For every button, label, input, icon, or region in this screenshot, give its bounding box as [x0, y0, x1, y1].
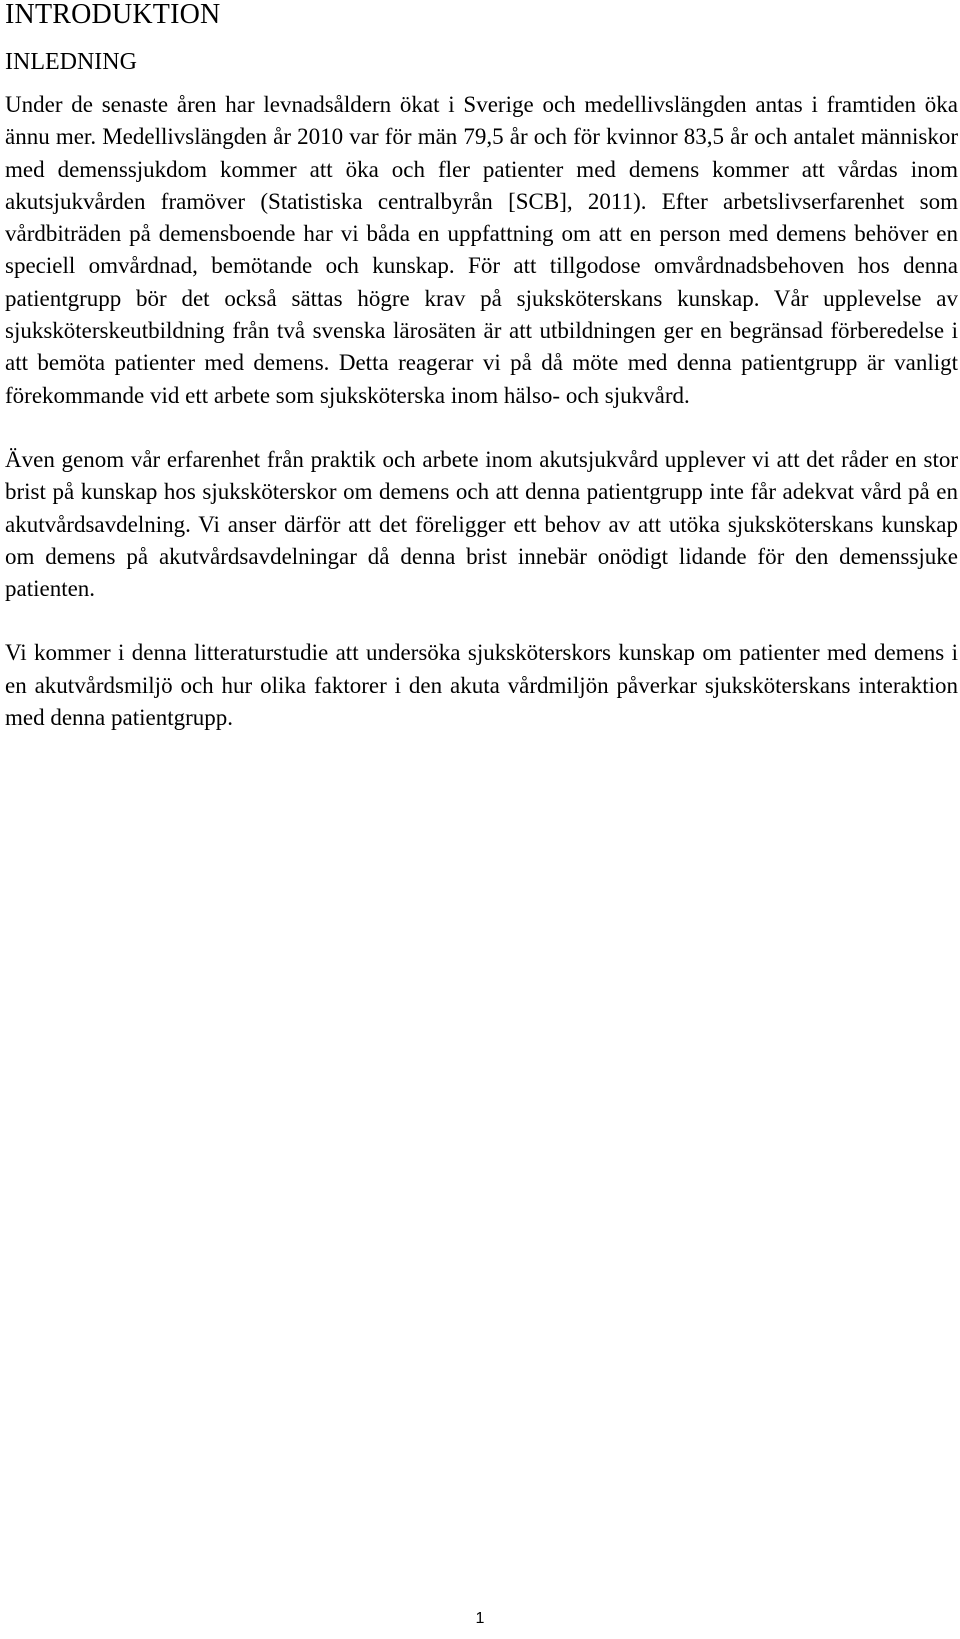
paragraph-3: Vi kommer i denna litteraturstudie att undersöka sjuksköterskors kunskap om patienter med demens i en akutvårdsmiljö och hur olika faktorer i den akuta vårdmiljön påverkar sjuksköterskans interaktion med denna patientgrupp.: [5, 640, 958, 731]
document-title: INTRODUKTION: [5, 0, 221, 30]
document-body: [5, 0, 958, 734]
paragraph-2: Även genom vår erfarenhet från praktik och arbete inom akutsjukvård upplever vi att det råder en stor brist på kunskap hos sjuksköterskor om demens och att denna patientgrupp inte får adekvat vård på en akutvårdsavdelning. Vi anser därför att det föreligger ett behov av att utöka sjuksköterskans kunskap om demens på akutvårdsavdelningar då denna brist innebär onödigt lidande för den demenssjuke patienten.: [5, 446, 958, 602]
page-number: 1: [475, 1610, 485, 1627]
paragraph-1: Under de senaste åren har levnadsåldern ökat i Sverige och medellivslängden antas i framtiden öka ännu mer. Medellivslängden år 2010 var för män 79,5 år och för kvinnor 83,5 år och antalet människor med demenssjukdom kommer att öka och fler patienter med demens kommer att vårdas inom akutsjukvården framöver (Statistiska centralbyrån [SCB], 2011). Efter arbetslivserfarenhet som vårdbiträden på demensboende har vi båda en uppfattning om att en person med demens behöver en speciell omvårdnad, bemötande och kunskap. För att tillgodose omvårdnadsbehoven hos denna patientgrupp bör det också sättas högre krav på sjuksköterskans kunskap. Vår upplevelse av sjuksköterskeutbildning från två svenska lärosäten är att utbildningen ger en begränsad förberedelse i att bemöta patienter med demens. Detta reagerar vi på då möte med denna patientgrupp är vanligt förekommande vid ett arbete som sjuksköterska inom hälso- och sjukvård.: [5, 92, 958, 408]
section-heading: INLEDNING: [5, 49, 137, 75]
